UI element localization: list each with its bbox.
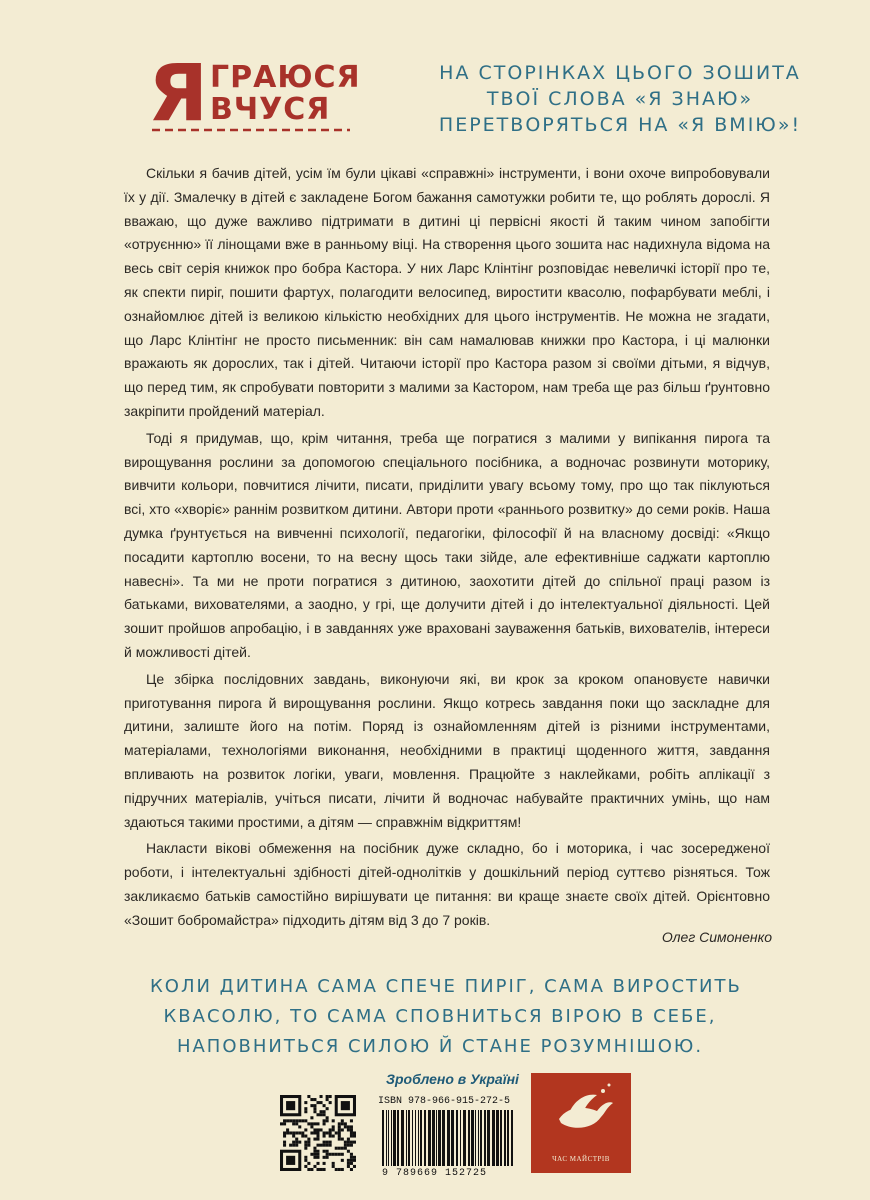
logo-word-play: ГРАЮСЯ — [210, 60, 361, 95]
barcode — [380, 1110, 516, 1168]
qr-code — [280, 1095, 356, 1171]
made-in-ukraine-label: Зроблено в Україні — [386, 1071, 519, 1087]
tagline-line: ПЕРЕТВОРЯТЬСЯ НА «Я ВМІЮ»! — [438, 114, 802, 136]
foreword-text — [124, 162, 770, 936]
logo-word-learn: ВЧУСЯ — [210, 92, 331, 127]
barcode-digits: 9 789669 152725 — [382, 1168, 488, 1179]
logo-big-letter: Я — [148, 49, 209, 139]
logo-dashed-underline — [152, 127, 350, 133]
foreword-paragraph: Тоді я придумав, що, крім читання, треба ще погратися з малими у випікання пирога та вирощування рослини за допомогою спеціального посібника, а водночас розвинути моторику, вивчити кольори, повчитися лічити, писати, приділити увагу всьому тому, про що так піклуються всі, хто «хворіє» раннім розвитком дитини. Автори проти «раннього розвитку» до семи років. Наша думка ґрунтується на вивченні психології, педагогіки, філософії й на власному досвіді: «Якщо посадити картоплю восени, то на весну щось таки зійде, але ефективніше саджати картоплю навесні». Та ми не проти погратися з дитиною, заохотити дітей до спільної праці разом із батьками, вихователями, а заодно, у грі, ще долучити дітей і до інтелектуальної діяльності. Цей зошит пройшов апробацію, і в завданнях уже враховані зауваження батьків, вихователів, інтереси й можливості дітей. — [124, 429, 770, 660]
header-tagline — [390, 60, 850, 138]
isbn-barcode-block — [378, 1096, 518, 1182]
foreword-paragraph: Скільки я бачив дітей, усім їм були цікаві «справжні» інструменти, і вони охоче випробовували їх у дії. Змалечку в дітей є закладене Богом бажання самотужки робити те, що роблять дорослі. Я вважаю, що дуже важливо підтримати в дитині ці первісні якості й таким чином запобігти «отруєнню» її лінощами вже в ранньому віці. На створення цього зошита нас надихнула відома на весь світ серія книжок про бобра Кастора. У них Ларс Клінтінг розповідає невеличкі історії про те, як спекти пиріг, пошити фартух, полагодити велосипед, виростити квасолю, пофарбувати меблі, і ознайомлює дітей із великою кількістю необхідних для цього інструментів. Не можна не згадати, що Ларс Клінтінг не просто письменник: він сам намалював книжки про Кастора, і ці малюнки вражають як дорослих, так і дітей. Читаючи історії про Кастора разом зі своїми дітьми, я відчув, що перед тим, як спробувати повторити з малими за Кастором, нам треба ще раз більш ґрунтовно закріпити пройдений матеріал. — [124, 165, 770, 419]
quote-line: КОЛИ ДИТИНА САМА СПЕЧЕ ПИРІГ, САМА ВИРОСТИТЬ — [150, 976, 742, 997]
foreword-paragraph: Це збірка послідовних завдань, виконуючи які, ви крок за кроком опановуєте навички приготування пирога й вирощування рослини. Якщо котресь завдання поки що заскладне для дитини, залиште його на потім. Поряд із ознайомленням дітей із різними інструментами, матеріалами, технологіями виконання, необхідними в практиці щоденного життя, завдання впливають на розвиток логіки, уваги, мовлення. Працюйте з наклейками, робіть аплікації з підручних матеріалів, учіться писати, лічити й водночас набувайте практичних умінь, що нам здаються такими простими, а дітям — справжнім відкриттям! — [124, 670, 770, 830]
bird-icon — [531, 1073, 631, 1153]
publisher-name: ЧАС МАЙСТРІВ — [552, 1155, 610, 1163]
quote-line: НАПОВНИТЬСЯ СИЛОЮ Й СТАНЕ РОЗУМНІШОЮ. — [176, 1036, 704, 1057]
foreword-paragraph: Накласти вікові обмеження на посібник дуже складно, бо і моторика, і час зосередженої роботи, і інтелектуальні здібності дітей-однолітків у дошкільний період суттєво різняться. Тож закликаємо батьків самостійно вирішувати це питання: ви краще знаєте своїх дітей. Орієнтовно «Зошит бобромайстра» підходить дітям від 3 до 7 років. — [124, 840, 770, 928]
tagline-line: ТВОЇ СЛОВА «Я ЗНАЮ» — [486, 88, 754, 110]
isbn-label: ISBN 978-966-915-272-5 — [378, 1096, 511, 1107]
publisher-logo — [531, 1073, 631, 1173]
tagline-line: НА СТОРІНКАХ ЦЬОГО ЗОШИТА — [439, 62, 801, 84]
quote-line: КВАСОЛЮ, ТО САМА СПОВНИТЬСЯ ВІРОЮ В СЕБЕ, — [163, 1006, 717, 1027]
closing-quote — [150, 972, 742, 1062]
series-logo — [148, 49, 361, 139]
author-signature: Олег Симоненко — [661, 929, 772, 945]
